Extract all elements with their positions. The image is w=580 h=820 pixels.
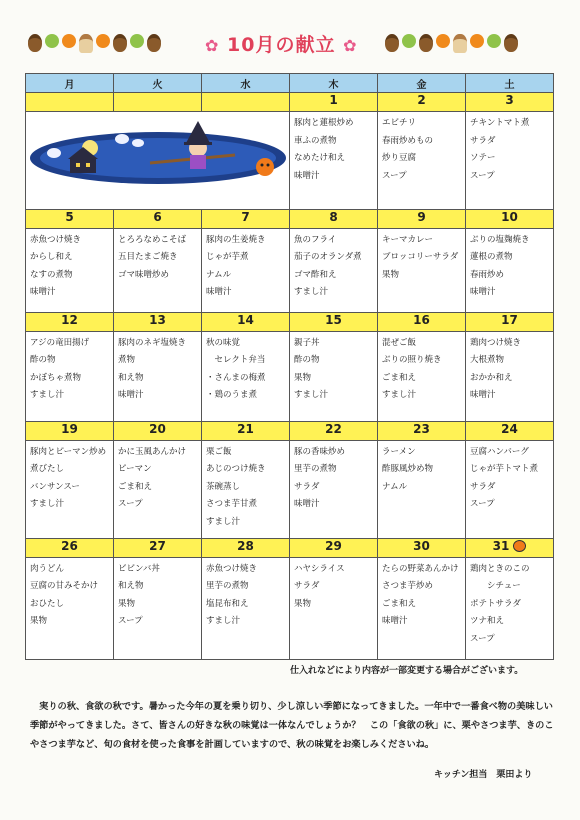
date-number — [202, 312, 290, 331]
menu-item: ・鶏のうま煮 — [206, 390, 258, 400]
menu-item: 味噌汁 — [382, 616, 408, 626]
date-number-text: 10 — [501, 209, 518, 224]
menu-item: ピーマン — [118, 464, 152, 474]
menu-item: 豚の香味炒め — [294, 446, 346, 457]
menu-row — [26, 557, 554, 659]
date-number-row — [26, 93, 554, 112]
menu-item: ソテー — [470, 153, 496, 163]
day-menu — [290, 557, 378, 659]
date-number — [466, 209, 554, 228]
menu-item: たらの野菜あんかけ — [382, 563, 459, 574]
menu-item: 果物 — [294, 372, 312, 383]
menu-item: 鶏肉ときのこの — [470, 563, 530, 574]
menu-item: すまし汁 — [382, 390, 417, 400]
acorn-icon — [504, 34, 518, 52]
menu-item: ツナ和え — [470, 616, 505, 626]
menu-row — [26, 331, 554, 421]
menu-item: 車ふの煮物 — [294, 135, 337, 146]
menu-item: 煮びたし — [30, 464, 65, 474]
menu-item: スープ — [118, 616, 143, 626]
day-menu — [290, 331, 378, 421]
menu-item: ゴマ酢和え — [294, 269, 337, 280]
day-menu — [114, 331, 202, 421]
date-number-text: 14 — [237, 312, 254, 327]
menu-item: スープ — [470, 633, 495, 644]
menu-item: なすの煮物 — [30, 269, 73, 280]
date-number — [26, 421, 114, 440]
date-number-text: 13 — [149, 312, 166, 327]
menu-item: からし和え — [30, 252, 73, 262]
day-menu — [202, 557, 290, 659]
date-number-text: 1 — [329, 93, 338, 107]
menu-item: 秋の味覚 — [206, 337, 241, 348]
date-number-text: 12 — [61, 312, 78, 327]
menu-row — [26, 228, 554, 312]
day-menu — [466, 228, 554, 312]
menu-item: とろろなめこそば — [118, 234, 187, 245]
menu-item: 里芋の煮物 — [206, 581, 249, 591]
weekday-mon: 月 — [26, 74, 114, 93]
menu-item: 鶏肉つけ焼き — [470, 337, 522, 348]
menu-item: ぶりの照り焼き — [382, 355, 442, 365]
menu-item: すまし汁 — [30, 499, 65, 509]
apple-icon — [487, 34, 501, 48]
menu-item: 酢豚風炒め物 — [382, 464, 434, 474]
day-menu — [378, 331, 466, 421]
day-menu — [114, 557, 202, 659]
menu-item: 味噌汁 — [118, 390, 144, 400]
menu-item: 果物 — [118, 598, 136, 609]
menu-item: 豆腐ハンバーグ — [470, 446, 529, 457]
date-number — [114, 93, 202, 112]
date-number — [290, 209, 378, 228]
date-number-text: 9 — [417, 209, 426, 224]
apple-icon — [402, 34, 416, 48]
menu-item: 味噌汁 — [470, 390, 496, 400]
date-number — [26, 312, 114, 331]
autumn-fruit-icons — [385, 34, 518, 53]
day-menu — [26, 440, 114, 538]
date-number-text: 31 — [492, 538, 510, 553]
menu-item: ・さんまの梅煮 — [206, 372, 266, 383]
date-number-text: 24 — [501, 421, 518, 436]
date-number-text: 5 — [65, 209, 74, 224]
menu-item: 豚肉の生姜焼き — [206, 234, 266, 245]
menu-item: ゴマ味噌炒め — [118, 269, 170, 280]
date-number-text: 27 — [149, 538, 166, 553]
day-menu — [26, 112, 290, 210]
menu-item: 煮物 — [118, 355, 136, 365]
menu-row — [26, 112, 554, 210]
flower-icon: ✿ — [343, 36, 358, 55]
date-number — [26, 209, 114, 228]
day-menu — [290, 228, 378, 312]
date-number — [466, 538, 554, 557]
menu-item: さつま芋甘煮 — [206, 499, 258, 509]
day-menu — [466, 112, 554, 210]
menu-calendar — [25, 73, 554, 660]
menu-item: 混ぜご飯 — [382, 337, 417, 348]
menu-item: 味噌汁 — [206, 287, 232, 297]
menu-item: 酢の物 — [294, 355, 320, 365]
menu-item: サラダ — [294, 581, 320, 591]
menu-item: キーマカレー — [382, 234, 434, 245]
day-menu — [378, 112, 466, 210]
date-number — [202, 93, 290, 112]
date-number — [378, 538, 466, 557]
date-number — [466, 93, 554, 112]
date-number-text: 6 — [153, 209, 162, 224]
menu-item: 赤魚つけ焼き — [206, 563, 258, 574]
date-number-text: 26 — [61, 538, 78, 553]
date-number — [26, 538, 114, 557]
menu-item: 親子丼 — [294, 337, 320, 348]
menu-item: 炒り豆腐 — [382, 153, 417, 163]
menu-item: バンサンスー — [30, 481, 80, 492]
menu-item: ラーメン — [382, 446, 416, 457]
menu-item: シチュー — [470, 581, 521, 591]
weekday-fri: 金 — [378, 74, 466, 93]
date-number — [378, 421, 466, 440]
acorn-icon — [385, 34, 399, 52]
date-number — [290, 93, 378, 112]
menu-item: 果物 — [30, 616, 48, 626]
date-number-text: 19 — [61, 421, 78, 436]
date-number — [378, 93, 466, 112]
menu-item: かぼちゃ煮物 — [30, 372, 82, 383]
menu-item: サラダ — [470, 135, 496, 146]
date-number-text: 29 — [325, 538, 342, 553]
date-number-text: 8 — [329, 209, 338, 224]
day-menu — [202, 331, 290, 421]
day-menu — [466, 331, 554, 421]
date-number — [290, 312, 378, 331]
day-menu — [26, 331, 114, 421]
date-number-text: 21 — [237, 421, 254, 436]
menu-item: スープ — [118, 499, 143, 509]
menu-item: ナムル — [382, 481, 408, 492]
menu-item: すまし汁 — [206, 616, 241, 626]
day-menu — [466, 440, 554, 538]
day-menu — [114, 228, 202, 312]
menu-item: 蓮根の煮物 — [470, 252, 513, 262]
menu-item: 豚肉のネギ塩焼き — [118, 337, 187, 348]
menu-item: 里芋の煮物 — [294, 464, 337, 474]
date-number-text: 20 — [149, 421, 166, 436]
menu-item: 春雨炒めもの — [382, 135, 434, 146]
date-number-text: 3 — [505, 93, 514, 107]
menu-row — [26, 440, 554, 538]
date-number-row — [26, 312, 554, 331]
weekday-header-row — [26, 74, 554, 93]
acorn-icon — [419, 34, 433, 52]
change-notice: 仕入れなどにより内容が一部変更する場合がございます。 — [290, 666, 524, 676]
persimmon-icon — [470, 34, 484, 48]
flower-icon: ✿ — [205, 36, 220, 55]
day-menu — [378, 557, 466, 659]
date-number-text: 2 — [417, 93, 426, 107]
date-number-text: 17 — [501, 312, 518, 327]
date-number — [466, 421, 554, 440]
date-number-text: 23 — [413, 421, 430, 436]
date-number — [202, 538, 290, 557]
menu-item: すまし汁 — [294, 287, 329, 297]
menu-item: 果物 — [382, 269, 400, 280]
menu-item: 豚肉と蓮根炒め — [294, 118, 354, 128]
weekday-thu: 木 — [290, 74, 378, 93]
date-number-row — [26, 538, 554, 557]
menu-item: アジの竜田揚げ — [30, 337, 90, 348]
persimmon-icon — [62, 34, 76, 48]
date-number-text: 15 — [325, 312, 342, 327]
menu-item: ポテトサラダ — [470, 598, 521, 609]
menu-item: ビビンバ丼 — [118, 563, 160, 574]
menu-item: 五目たまご焼き — [118, 252, 178, 262]
menu-item: ごま和え — [118, 481, 153, 492]
menu-item: 豆腐の甘みそかけ — [30, 581, 99, 591]
date-number-text: 30 — [413, 538, 430, 553]
menu-item: おかか和え — [470, 372, 513, 383]
day-menu — [26, 557, 114, 659]
menu-item: 茄子のオランダ煮 — [294, 252, 362, 262]
acorn-icon — [28, 34, 42, 52]
day-menu — [290, 440, 378, 538]
date-number — [114, 312, 202, 331]
autumn-fruit-icons — [28, 34, 161, 53]
menu-item: セレクト弁当 — [206, 355, 266, 365]
witch-halloween-illustration — [30, 115, 290, 201]
menu-item: すまし汁 — [30, 390, 65, 400]
menu-item: 栗ご飯 — [206, 446, 232, 457]
menu-item: なめたけ和え — [294, 153, 346, 163]
menu-item: かに玉風あんかけ — [118, 446, 187, 457]
date-number — [290, 421, 378, 440]
date-number — [114, 421, 202, 440]
menu-item: ぶりの塩麹焼き — [470, 234, 530, 245]
menu-item: 味噌汁 — [470, 287, 496, 297]
weekday-wed: 水 — [202, 74, 290, 93]
title-text: 10月の献立 — [227, 34, 336, 56]
acorn-icon — [147, 34, 161, 52]
menu-item: すまし汁 — [206, 516, 241, 527]
menu-item: 味噌汁 — [294, 170, 320, 181]
menu-item: サラダ — [470, 481, 496, 492]
menu-item: あじのつけ焼き — [206, 464, 266, 474]
menu-item: 味噌汁 — [294, 499, 320, 509]
menu-item: すまし汁 — [294, 390, 329, 400]
menu-item: おひたし — [30, 598, 65, 609]
date-number-text: 7 — [241, 209, 250, 224]
menu-item: 果物 — [294, 598, 312, 609]
signature: キッチン担当 栗田より — [434, 770, 533, 780]
menu-item: じゃが芋トマト煮 — [470, 464, 539, 474]
day-menu — [466, 557, 554, 659]
mushroom-icon — [453, 34, 467, 53]
date-number — [26, 93, 114, 112]
seasonal-message: 実りの秋、食欲の秋です。暑かった今年の夏を乗り切り、少し涼しい季節になってきました。一年中で一番食べ物の美味しい季節がやってきました。さて、皆さんの好きな秋の味覚は一体なんでしょうか？ この「食欲の秋」に、栗やさつま芋、きのこやさつま芋など、旬の食材を使った食事を計画していますので、秋の味覚をお楽しみくださいね。 — [30, 701, 554, 750]
menu-item: 酢の物 — [30, 355, 56, 365]
date-number-text: 22 — [325, 421, 342, 436]
menu-item: 塩昆布和え — [206, 598, 249, 609]
apple-icon — [45, 34, 59, 48]
menu-item: サラダ — [294, 481, 320, 492]
date-number-row — [26, 421, 554, 440]
weekday-tue: 火 — [114, 74, 202, 93]
menu-item: 味噌汁 — [30, 287, 56, 297]
date-number — [378, 209, 466, 228]
date-number — [378, 312, 466, 331]
menu-item: ナムル — [206, 269, 232, 280]
pumpkin-icon — [513, 540, 526, 552]
menu-item: 茶碗蒸し — [206, 481, 241, 492]
day-menu — [26, 228, 114, 312]
menu-item: 和え物 — [118, 372, 144, 383]
menu-item: 赤魚つけ焼き — [30, 234, 82, 245]
page-title — [205, 30, 358, 57]
date-number-text: 16 — [413, 312, 430, 327]
menu-item: じゃが芋煮 — [206, 252, 249, 262]
menu-item: さつま芋炒め — [382, 581, 434, 591]
menu-item: ブロッコリーサラダ — [382, 252, 459, 262]
menu-item: ハヤシライス — [294, 563, 345, 574]
date-number — [202, 209, 290, 228]
menu-item: ごま和え — [382, 372, 417, 383]
mushroom-icon — [79, 34, 93, 53]
day-menu — [202, 228, 290, 312]
menu-item: スープ — [470, 499, 495, 509]
day-menu — [378, 440, 466, 538]
menu-item: チキントマト煮 — [470, 118, 530, 128]
menu-item: 春雨炒め — [470, 269, 505, 280]
day-menu — [202, 440, 290, 538]
menu-item: スープ — [470, 170, 495, 181]
date-number — [466, 312, 554, 331]
persimmon-icon — [436, 34, 450, 48]
menu-item: 豚肉とピーマン炒め — [30, 446, 107, 457]
date-number-row — [26, 209, 554, 228]
menu-item: スープ — [382, 170, 407, 181]
date-number-text: 28 — [237, 538, 254, 553]
day-menu — [114, 440, 202, 538]
date-number — [290, 538, 378, 557]
date-number — [202, 421, 290, 440]
apple-icon — [130, 34, 144, 48]
menu-item: ごま和え — [382, 598, 417, 609]
header — [0, 30, 580, 62]
menu-item: 肉うどん — [30, 563, 65, 574]
persimmon-icon — [96, 34, 110, 48]
menu-item: 魚のフライ — [294, 234, 337, 245]
menu-item: エビチリ — [382, 118, 417, 128]
menu-item: 大根煮物 — [470, 355, 505, 365]
day-menu — [378, 228, 466, 312]
acorn-icon — [113, 34, 127, 52]
date-number — [114, 538, 202, 557]
weekday-sat: 土 — [466, 74, 554, 93]
menu-item: 和え物 — [118, 581, 144, 591]
day-menu — [290, 112, 378, 210]
date-number — [114, 209, 202, 228]
